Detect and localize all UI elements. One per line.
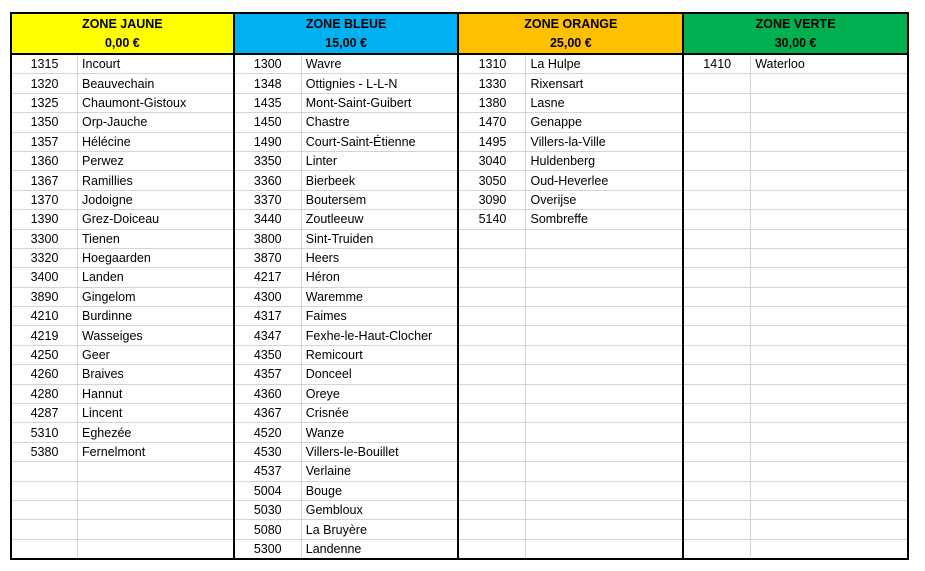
zone-bleue-commune: Sint-Truiden	[301, 229, 458, 248]
zone-bleue-commune: Zoutleeuw	[301, 210, 458, 229]
zone-orange-commune: Genappe	[526, 113, 683, 132]
zone-bleue-commune: Gembloux	[301, 500, 458, 519]
table-row	[11, 345, 908, 364]
zone-bleue-postal-code: 3800	[234, 229, 302, 248]
zone-verte-postal-code	[683, 74, 751, 93]
zone-jaune-postal-code	[11, 539, 78, 559]
zone-verte-commune	[751, 113, 908, 132]
zone-verte-commune	[751, 190, 908, 209]
zone-verte-postal-code	[683, 539, 751, 559]
zone-verte-postal-code	[683, 210, 751, 229]
zone-jaune-commune	[78, 500, 234, 519]
zone-orange-commune	[526, 500, 683, 519]
zone-verte-postal-code	[683, 268, 751, 287]
zone-jaune-postal-code: 4287	[11, 404, 78, 423]
zone-verte-commune	[751, 229, 908, 248]
zone-bleue-postal-code: 5030	[234, 500, 302, 519]
table-row	[11, 151, 908, 170]
zone-verte-postal-code	[683, 171, 751, 190]
zone-bleue-commune: Ottignies - L-L-N	[301, 74, 458, 93]
zone-jaune-commune: Geer	[78, 345, 234, 364]
zone-jaune-commune: Ramillies	[78, 171, 234, 190]
zone-orange-postal-code: 1495	[458, 132, 526, 151]
zone-orange-commune: Oud-Heverlee	[526, 171, 683, 190]
zone-verte-postal-code	[683, 326, 751, 345]
zone-verte-postal-code	[683, 132, 751, 151]
zone-orange-postal-code	[458, 539, 526, 559]
zone-bleue-postal-code: 4537	[234, 462, 302, 481]
zone-verte-commune	[751, 171, 908, 190]
zone-bleue-commune: Bouge	[301, 481, 458, 500]
zone-jaune-postal-code	[11, 500, 78, 519]
zone-orange-postal-code	[458, 442, 526, 461]
zone-jaune-commune	[78, 520, 234, 539]
zone-orange-commune	[526, 268, 683, 287]
table-row	[11, 287, 908, 306]
table-row	[11, 404, 908, 423]
zone-jaune-postal-code	[11, 462, 78, 481]
zone-orange-commune	[526, 539, 683, 559]
zone-bleue-postal-code: 3870	[234, 248, 302, 267]
zone-bleue-postal-code: 4357	[234, 365, 302, 384]
zone-bleue-commune: Fexhe-le-Haut-Clocher	[301, 326, 458, 345]
zone-jaune-commune: Perwez	[78, 151, 234, 170]
zone-verte-commune	[751, 326, 908, 345]
zone-jaune-postal-code: 1325	[11, 93, 78, 112]
zone-verte-commune	[751, 287, 908, 306]
zone-jaune-commune: Jodoigne	[78, 190, 234, 209]
zone-verte-commune	[751, 345, 908, 364]
zone-jaune-postal-code: 5380	[11, 442, 78, 461]
zone-bleue-commune: La Bruyère	[301, 520, 458, 539]
zone-jaune-commune: Chaumont-Gistoux	[78, 93, 234, 112]
zone-verte-postal-code	[683, 481, 751, 500]
zone-bleue-commune: Donceel	[301, 365, 458, 384]
zone-bleue-postal-code: 4300	[234, 287, 302, 306]
zone-bleue-postal-code: 3360	[234, 171, 302, 190]
zone-bleue-postal-code: 1490	[234, 132, 302, 151]
zone-bleue-postal-code: 4350	[234, 345, 302, 364]
zone-orange-postal-code	[458, 287, 526, 306]
zone-orange-commune	[526, 365, 683, 384]
zone-orange-postal-code	[458, 520, 526, 539]
zone-orange-commune: Lasne	[526, 93, 683, 112]
zone-verte-commune	[751, 151, 908, 170]
zone-jaune-commune: Wasseiges	[78, 326, 234, 345]
zone-verte-commune	[751, 210, 908, 229]
zone-orange-postal-code: 3040	[458, 151, 526, 170]
table-row	[11, 190, 908, 209]
zone-bleue-postal-code: 4520	[234, 423, 302, 442]
zone-jaune-commune: Beauvechain	[78, 74, 234, 93]
table-row	[11, 113, 908, 132]
zone-jaune-commune: Burdinne	[78, 307, 234, 326]
table-row	[11, 442, 908, 461]
zone-jaune-commune: Orp-Jauche	[78, 113, 234, 132]
zone-jaune-postal-code: 3320	[11, 248, 78, 267]
zone-jaune-commune: Incourt	[78, 54, 234, 74]
zone-jaune-postal-code: 1390	[11, 210, 78, 229]
zone-verte-postal-code	[683, 520, 751, 539]
zone-bleue-commune: Mont-Saint-Guibert	[301, 93, 458, 112]
zone-verte-postal-code: 1410	[683, 54, 751, 74]
zone-bleue-commune: Remicourt	[301, 345, 458, 364]
zone-bleue-postal-code: 5004	[234, 481, 302, 500]
zone-orange-commune: Villers-la-Ville	[526, 132, 683, 151]
zone-verte-commune	[751, 423, 908, 442]
zone-jaune-commune	[78, 462, 234, 481]
zone-bleue-commune: Landenne	[301, 539, 458, 559]
table-row	[11, 132, 908, 151]
zone-bleue-commune: Oreye	[301, 384, 458, 403]
zone-jaune-commune: Lincent	[78, 404, 234, 423]
zone-verte-commune	[751, 500, 908, 519]
zone-bleue-postal-code: 4347	[234, 326, 302, 345]
table-row	[11, 365, 908, 384]
zone-verte-title: ZONE VERTE	[683, 13, 908, 34]
zone-bleue-commune: Chastre	[301, 113, 458, 132]
zone-orange-postal-code	[458, 365, 526, 384]
zone-bleue-commune: Waremme	[301, 287, 458, 306]
zone-orange-postal-code	[458, 423, 526, 442]
zone-orange-commune	[526, 423, 683, 442]
zone-verte-commune	[751, 481, 908, 500]
zone-verte-commune	[751, 268, 908, 287]
zone-orange-commune	[526, 345, 683, 364]
zone-bleue-postal-code: 3370	[234, 190, 302, 209]
zone-bleue-postal-code: 1348	[234, 74, 302, 93]
zone-bleue-postal-code: 1435	[234, 93, 302, 112]
zone-bleue-commune: Verlaine	[301, 462, 458, 481]
zone-bleue-commune: Heers	[301, 248, 458, 267]
zone-bleue-postal-code: 4360	[234, 384, 302, 403]
zone-jaune-price: 0,00 €	[11, 34, 234, 55]
zone-verte-commune	[751, 74, 908, 93]
zone-bleue-postal-code: 4367	[234, 404, 302, 423]
zone-jaune-commune: Gingelom	[78, 287, 234, 306]
zone-verte-postal-code	[683, 384, 751, 403]
zone-verte-commune	[751, 539, 908, 559]
table-row	[11, 539, 908, 559]
zone-jaune-title: ZONE JAUNE	[11, 13, 234, 34]
table-row	[11, 423, 908, 442]
zone-verte-commune	[751, 93, 908, 112]
zone-orange-commune: La Hulpe	[526, 54, 683, 74]
zone-jaune-commune: Hoegaarden	[78, 248, 234, 267]
table-row	[11, 93, 908, 112]
zone-orange-commune: Sombreffe	[526, 210, 683, 229]
zone-bleue-postal-code: 5300	[234, 539, 302, 559]
zone-jaune-postal-code: 1350	[11, 113, 78, 132]
zone-bleue-postal-code: 4317	[234, 307, 302, 326]
zone-jaune-postal-code: 1357	[11, 132, 78, 151]
zone-orange-commune	[526, 229, 683, 248]
zone-orange-postal-code	[458, 500, 526, 519]
zone-verte-commune: Waterloo	[751, 54, 908, 74]
zone-verte-commune	[751, 442, 908, 461]
zone-bleue-commune: Bierbeek	[301, 171, 458, 190]
zone-jaune-postal-code: 4210	[11, 307, 78, 326]
zone-jaune-commune: Hannut	[78, 384, 234, 403]
zone-bleue-commune: Boutersem	[301, 190, 458, 209]
zone-verte-commune	[751, 132, 908, 151]
zone-jaune-postal-code: 4280	[11, 384, 78, 403]
postal-zone-table	[10, 12, 909, 560]
table-row	[11, 74, 908, 93]
zone-orange-commune	[526, 462, 683, 481]
zone-jaune-commune: Landen	[78, 268, 234, 287]
zone-jaune-postal-code: 1370	[11, 190, 78, 209]
zone-verte-postal-code	[683, 462, 751, 481]
zone-bleue-commune: Héron	[301, 268, 458, 287]
zone-orange-commune	[526, 520, 683, 539]
zone-jaune-postal-code: 1315	[11, 54, 78, 74]
zone-orange-postal-code	[458, 326, 526, 345]
zone-verte-postal-code	[683, 287, 751, 306]
zone-orange-postal-code	[458, 404, 526, 423]
table-row	[11, 520, 908, 539]
zone-verte-postal-code	[683, 345, 751, 364]
zone-bleue-commune: Faimes	[301, 307, 458, 326]
zone-jaune-postal-code	[11, 520, 78, 539]
zone-bleue-commune: Crisnée	[301, 404, 458, 423]
zone-verte-commune	[751, 462, 908, 481]
zone-verte-commune	[751, 384, 908, 403]
zone-orange-commune: Overijse	[526, 190, 683, 209]
zone-orange-postal-code	[458, 248, 526, 267]
zone-orange-commune: Rixensart	[526, 74, 683, 93]
zone-orange-postal-code: 5140	[458, 210, 526, 229]
zone-orange-commune	[526, 442, 683, 461]
zone-jaune-commune: Grez-Doiceau	[78, 210, 234, 229]
zone-bleue-postal-code: 3350	[234, 151, 302, 170]
zone-jaune-postal-code: 3890	[11, 287, 78, 306]
zone-bleue-commune: Court-Saint-Étienne	[301, 132, 458, 151]
zone-verte-commune	[751, 248, 908, 267]
zone-orange-postal-code	[458, 384, 526, 403]
table-row	[11, 268, 908, 287]
zone-jaune-commune	[78, 481, 234, 500]
zone-bleue-postal-code: 1300	[234, 54, 302, 74]
table-row	[11, 326, 908, 345]
zone-orange-postal-code: 1310	[458, 54, 526, 74]
zone-orange-commune	[526, 287, 683, 306]
zone-orange-commune: Huldenberg	[526, 151, 683, 170]
zone-verte-price: 30,00 €	[683, 34, 908, 55]
zone-jaune-postal-code: 4260	[11, 365, 78, 384]
zone-orange-postal-code: 3090	[458, 190, 526, 209]
zone-orange-postal-code	[458, 345, 526, 364]
zone-orange-commune	[526, 326, 683, 345]
zone-orange-commune	[526, 307, 683, 326]
zone-verte-postal-code	[683, 93, 751, 112]
table-row	[11, 462, 908, 481]
zone-verte-postal-code	[683, 113, 751, 132]
zone-bleue-postal-code: 4217	[234, 268, 302, 287]
zone-verte-postal-code	[683, 190, 751, 209]
zone-orange-postal-code	[458, 307, 526, 326]
zone-jaune-postal-code: 5310	[11, 423, 78, 442]
zone-verte-postal-code	[683, 404, 751, 423]
zone-verte-postal-code	[683, 365, 751, 384]
zone-jaune-postal-code: 4250	[11, 345, 78, 364]
zone-orange-postal-code	[458, 481, 526, 500]
zone-verte-postal-code	[683, 151, 751, 170]
table-row	[11, 54, 908, 74]
zone-orange-postal-code: 3050	[458, 171, 526, 190]
zone-orange-commune	[526, 384, 683, 403]
zone-verte-commune	[751, 520, 908, 539]
zone-jaune-commune: Braives	[78, 365, 234, 384]
table-row	[11, 481, 908, 500]
zone-verte-postal-code	[683, 248, 751, 267]
zone-bleue-commune: Wanze	[301, 423, 458, 442]
zone-jaune-commune: Hélécine	[78, 132, 234, 151]
zone-bleue-commune: Villers-le-Bouillet	[301, 442, 458, 461]
table-row	[11, 307, 908, 326]
zone-orange-price: 25,00 €	[458, 34, 683, 55]
table-row	[11, 248, 908, 267]
zone-bleue-commune: Wavre	[301, 54, 458, 74]
zone-jaune-postal-code: 3400	[11, 268, 78, 287]
zone-jaune-commune: Eghezée	[78, 423, 234, 442]
table-row	[11, 384, 908, 403]
zone-orange-commune	[526, 404, 683, 423]
zone-orange-commune	[526, 248, 683, 267]
zone-jaune-commune	[78, 539, 234, 559]
zone-jaune-postal-code: 1360	[11, 151, 78, 170]
zone-orange-commune	[526, 481, 683, 500]
zone-verte-postal-code	[683, 500, 751, 519]
zone-jaune-postal-code: 1320	[11, 74, 78, 93]
zone-jaune-postal-code	[11, 481, 78, 500]
zone-verte-postal-code	[683, 307, 751, 326]
table-row	[11, 229, 908, 248]
zone-orange-postal-code: 1470	[458, 113, 526, 132]
zone-jaune-commune: Fernelmont	[78, 442, 234, 461]
zone-jaune-postal-code: 1367	[11, 171, 78, 190]
zone-bleue-postal-code: 4530	[234, 442, 302, 461]
zone-orange-postal-code: 1380	[458, 93, 526, 112]
zone-verte-commune	[751, 404, 908, 423]
zone-orange-postal-code	[458, 229, 526, 248]
zone-orange-title: ZONE ORANGE	[458, 13, 683, 34]
zone-jaune-commune: Tienen	[78, 229, 234, 248]
zone-orange-postal-code: 1330	[458, 74, 526, 93]
zone-bleue-postal-code: 3440	[234, 210, 302, 229]
zone-bleue-commune: Linter	[301, 151, 458, 170]
zone-bleue-postal-code: 5080	[234, 520, 302, 539]
zone-verte-postal-code	[683, 229, 751, 248]
zone-verte-commune	[751, 307, 908, 326]
zone-jaune-postal-code: 4219	[11, 326, 78, 345]
zone-orange-postal-code	[458, 268, 526, 287]
table-row	[11, 210, 908, 229]
zone-verte-postal-code	[683, 423, 751, 442]
zone-verte-commune	[751, 365, 908, 384]
zone-bleue-postal-code: 1450	[234, 113, 302, 132]
table-row	[11, 500, 908, 519]
zone-bleue-title: ZONE BLEUE	[234, 13, 459, 34]
zone-jaune-postal-code: 3300	[11, 229, 78, 248]
table-row	[11, 171, 908, 190]
zone-verte-postal-code	[683, 442, 751, 461]
zone-orange-postal-code	[458, 462, 526, 481]
zone-bleue-price: 15,00 €	[234, 34, 459, 55]
